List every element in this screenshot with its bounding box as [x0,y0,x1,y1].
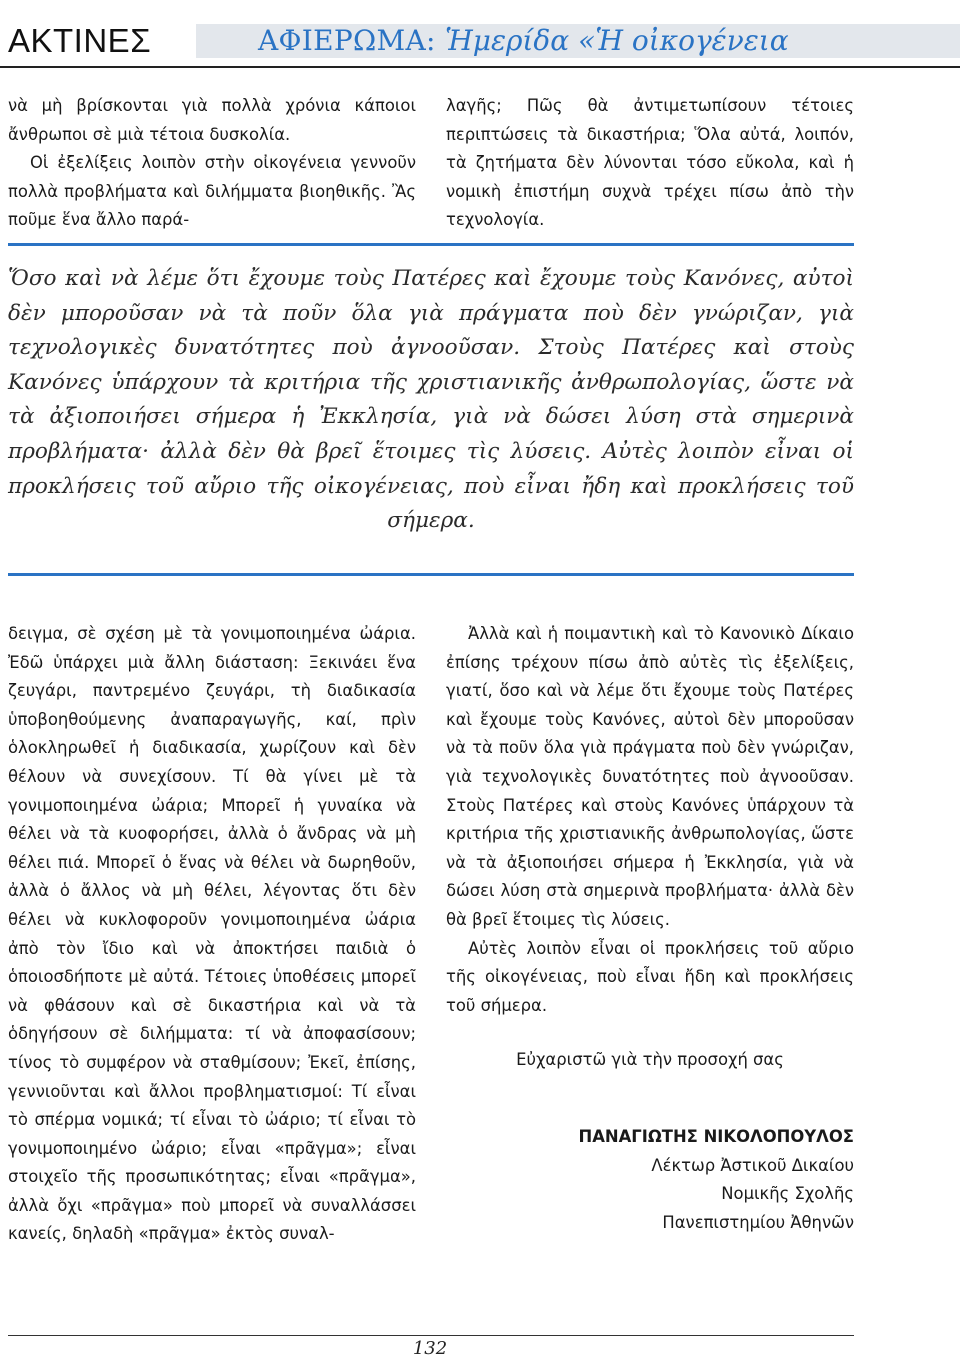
journal-title: ΑΚΤΙΝΕΣ [8,22,152,59]
paragraph: λαγῆς; Πῶς θὰ ἀντιμετωπίσουν τέτοιες περιπτώσεις τὰ δικαστήρια; Ὅλα αὐτά, λοιπόν, τὰ ζητήματα δὲν λύνονται τόσο εὔκολα, καὶ ἡ νομικὴ ἐπιστήμη συχνὰ τρέχει πίσω ἀπὸ τὴν τεχνολογία. [446,96,854,230]
top-right-column [446,92,854,235]
pull-quote: Ὅσο καὶ νὰ λέμε ὅτι ἔχουμε τοὺς Πατέρες καὶ ἔχουμε τοὺς Κανόνες, αὐτοὶ δὲν μποροῦσαν νὰ τὰ ποῦν ὅλα γιὰ πράγματα ποὺ δὲν γνώριζαν, γιὰ τεχνολογικὲς δυνατότητες ποὺ ἀγνοοῦσαν. Στοὺς Πατέρες καὶ στοὺς Κανόνες ὑπάρχουν τὰ κριτήρια τῆς χριστιανικῆς ἀνθρωπολογίας, ὥστε νὰ τὰ ἀξιοποιήσει σήμερα ἡ Ἐκκλησία, γιὰ νὰ δώσει λύση στὰ σημερινὰ προβλήματα· ἀλλὰ δὲν θὰ βρεῖ ἕτοιμες τὶς λύσεις. Αὐτὲς λοιπὸν εἶναι οἱ προκλήσεις τοῦ αὔριο τῆς οἰκογένειας, ποὺ εἶναι ἤδη καὶ προκλήσεις τοῦ σήμερα. [8,266,854,534]
section-title [258,18,789,64]
bottom-right-column [446,620,854,1237]
signature-block [446,1123,854,1237]
quote-bottom-rule [8,573,854,576]
section-subtitle: Ἡμερίδα «Ἡ οἰκογένεια [444,24,789,57]
bottom-left-column [8,620,416,1249]
footer-rule [8,1335,854,1336]
page-header [0,18,960,64]
author-school: Νομικῆς Σχολῆς [721,1184,854,1204]
top-left-column [8,92,416,235]
paragraph: νὰ μὴ βρίσκονται γιὰ πολλὰ χρόνια κάποιοι ἄνθρωποι σὲ μιὰ τέτοια δυσκολία. [8,96,416,144]
paragraph: Ἀλλὰ καὶ ἡ ποιμαντικὴ καὶ τὸ Κανονικὸ Δίκαιο ἐπίσης τρέχουν πίσω ἀπὸ αὐτὲς τὶς ἐξελίξεις, γιατί, ὅσο καὶ νὰ λέμε ὅτι ἔχουμε τοὺς Πατέρες καὶ ἔχουμε τοὺς Κανόνες, αὐτοὶ δὲν μποροῦσαν νὰ τὰ ποῦν ὅλα γιὰ πράγματα ποὺ δὲν γνώριζαν, γιὰ τεχνολογικὲς δυνατότητες ποὺ ἀγνοοῦσαν. Στοὺς Πατέρες καὶ στοὺς Κανόνες ὑπάρχουν τὰ κριτήρια τῆς χριστιανικῆς ἀνθρωπολογίας, ὥστε νὰ τὰ ἀξιοποιήσει σήμερα ἡ Ἐκκλησία, γιὰ νὰ δώσει λύση στὰ σημερινὰ προβλήματα· ἀλλὰ δὲν θὰ βρεῖ ἕτοιμες τὶς λύσεις. [446,624,854,929]
paragraph: Αὐτὲς λοιπὸν εἶναι οἱ προκλήσεις τοῦ αὔριο τῆς οἰκογένειας, ποὺ εἶναι ἤδη καὶ προκλήσεις τοῦ σήμερα. [446,938,854,1015]
author-title: Λέκτωρ Ἀστικοῦ Δικαίου [651,1155,854,1175]
author-university: Πανεπιστημίου Ἀθηνῶν [662,1212,854,1232]
page-number: 132 [412,1338,448,1359]
paragraph: δειγμα, σὲ σχέση μὲ τὰ γονιμοποιημένα ὠάρια. Ἐδῶ ὑπάρχει μιὰ ἄλλη διάσταση: Ξεκινάει ἕνα ζευγάρι, παντρεμένο ζευγάρι, τὴ διαδικασία ὑποβοηθούμενης ἀναπαραγωγῆς, καί, πρὶν ὁλοκληρωθεῖ ἡ διαδικασία, χωρίζουν καὶ δὲν θέλουν νὰ συνεχίσουν. Τί θὰ γίνει μὲ τὰ γονιμοποιημένα ὠάρια; Μπορεῖ ἡ γυναίκα νὰ θέλει νὰ τὰ κυοφορήσει, ἀλλὰ ὁ ἄνδρας νὰ μὴ θέλει πιά. Μπορεῖ ὁ ἕνας νὰ θέλει νὰ δωρηθοῦν, ἀλλὰ ὁ ἄλλος νὰ μὴ θέλει, λέγοντας ὅτι δὲν θέλει νὰ κυκλοφοροῦν γονιμοποιημένα ὠάρια ἀπὸ τὸν ἴδιο καὶ νὰ ἀποκτήσει παιδιὰ ὁ ὁποιοσδήποτε μὲ αὐτά. Τέτοιες ὑποθέσεις μπορεῖ νὰ φθάσουν καὶ σὲ δικαστήρια καὶ νὰ τὰ ὁδηγήσουν σὲ διλήμματα: τί νὰ ἀποφασίσουν; τίνος τὸ συμφέρον νὰ σταθμίσουν; Ἐκεῖ, ἐπίσης, γεννιοῦνται καὶ ἄλλοι προβληματισμοί: Τί εἶναι τὸ σπέρμα νομικά; τί εἶναι τὸ ὠάριο; τί εἶναι τὸ γονιμοποιημένο ὠάριο; εἶναι «πρᾶγμα»; εἶναι στοιχεῖο τῆς προσωπικότητας; εἶναι «πρᾶγμα», ἀλλὰ ὄχι «πρᾶγμα» ποὺ μπορεῖ νὰ συναλλάσσει κανείς, δηλαδὴ «πρᾶγμα» ἐκτὸς συναλ- [8,624,416,1244]
quote-top-rule [8,243,854,246]
closing-thanks: Εὐχαριστῶ γιὰ τὴν προσοχή σας [516,1050,784,1070]
author-name: ΠΑΝΑΓΙΩΤΗΣ ΝΙΚΟΛΟΠΟΥΛΟΣ [578,1126,854,1146]
header-rule [0,66,960,68]
paragraph: Οἱ ἐξελίξεις λοιπὸν στὴν οἰκογένεια γεννοῦν πολλὰ προβλήματα καὶ διλήμματα βιοηθικῆς. Ἂς ποῦμε ἕνα ἄλλο παρά- [8,153,416,230]
section-label: ΑΦΙΕΡΩΜΑ: [258,24,445,57]
